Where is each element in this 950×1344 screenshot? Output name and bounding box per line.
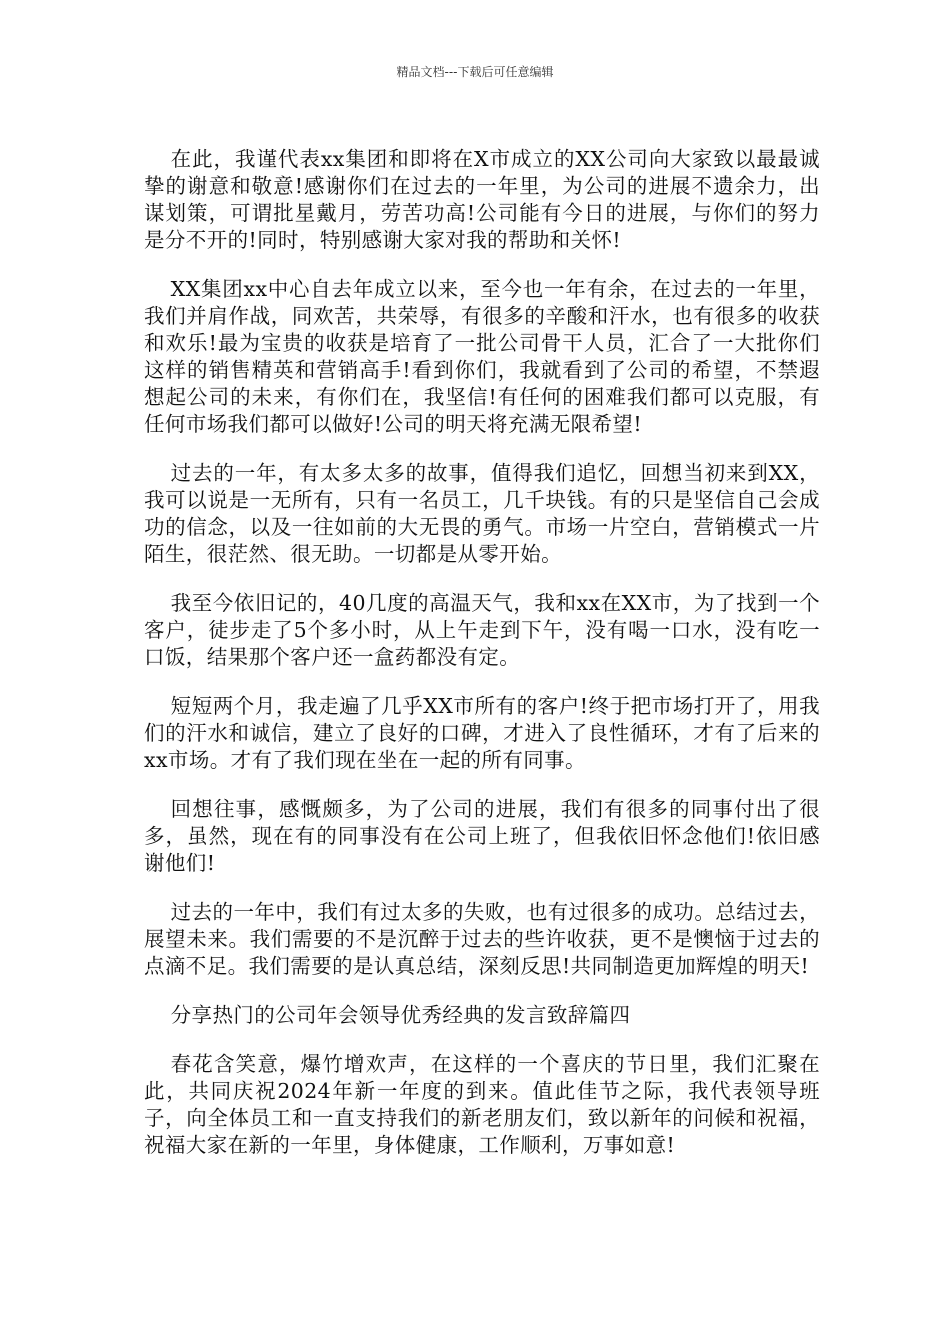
- page-header: 精品文档---下载后可任意编辑: [396, 65, 554, 79]
- paragraph-7: 过去的一年中，我们有过太多的失败，也有过很多的成功。总结过去，展望未来。我们需要的不是沉醉于过去的些许收获，更不是懊恼于过去的点滴不足。我们需要的是认真总结，深刻反思!共同制造更加辉煌的明天!: [144, 900, 820, 978]
- paragraph-2: XX集团xx中心自去年成立以来，至今也一年有余，在过去的一年里，我们并肩作战，同欢苦，共荣辱，有很多的辛酸和汗水，也有很多的收获和欢乐!最为宝贵的收获是培育了一批公司骨干人员，汇合了一大批你们这样的销售精英和营销高手!看到你们，我就看到了公司的希望，不禁遐想起公司的未来，有你们在，我坚信!有任何的困难我们都可以克服，有任何市场我们都可以做好!公司的明天将充满无限希望!: [144, 277, 820, 436]
- paragraph-5: 短短两个月，我走遍了几乎XX市所有的客户!终于把市场打开了，用我们的汗水和诚信，建立了良好的口碑，才进入了良性循环，才有了后来的xx市场。才有了我们现在坐在一起的所有同事。: [144, 694, 820, 772]
- paragraph-3: 过去的一年，有太多太多的故事，值得我们追忆，回想当初来到XX，我可以说是一无所有，只有一名员工，几千块钱。有的只是坚信自己会成功的信念，以及一往如前的大无畏的勇气。市场一片空白，营销模式一片陌生，很茫然、很无助。一切都是从零开始。: [144, 461, 820, 566]
- paragraph-4: 我至今依旧记的，40几度的高温天气，我和xx在XX市，为了找到一个客户，徒步走了5个多小时，从上午走到下午，没有喝一口水，没有吃一口饭，结果那个客户还一盒药都没有定。: [144, 591, 820, 669]
- paragraph-8: 春花含笑意，爆竹增欢声，在这样的一个喜庆的节日里，我们汇聚在此，共同庆祝2024年新一年度的到来。值此佳节之际，我代表领导班子，向全体员工和一直支持我们的新老朋友们，致以新年的问候和祝福，祝福大家在新的一年里，身体健康，工作顺利，万事如意!: [144, 1052, 820, 1157]
- section-heading: 分享热门的公司年会领导优秀经典的发言致辞篇四: [170, 1003, 631, 1027]
- document-body: [144, 146, 820, 1181]
- paragraph-6: 回想往事，感慨颇多，为了公司的进展，我们有很多的同事付出了很多，虽然，现在有的同事没有在公司上班了，但我依旧怀念他们!依旧感谢他们!: [144, 797, 820, 875]
- paragraph-1: 在此，我谨代表xx集团和即将在X市成立的XX公司向大家致以最最诚挚的谢意和敬意!感谢你们在过去的一年里，为公司的进展不遗余力，出谋划策，可谓批星戴月，劳苦功高!公司能有今日的进展，与你们的努力是分不开的!同时，特别感谢大家对我的帮助和关怀!: [144, 147, 820, 252]
